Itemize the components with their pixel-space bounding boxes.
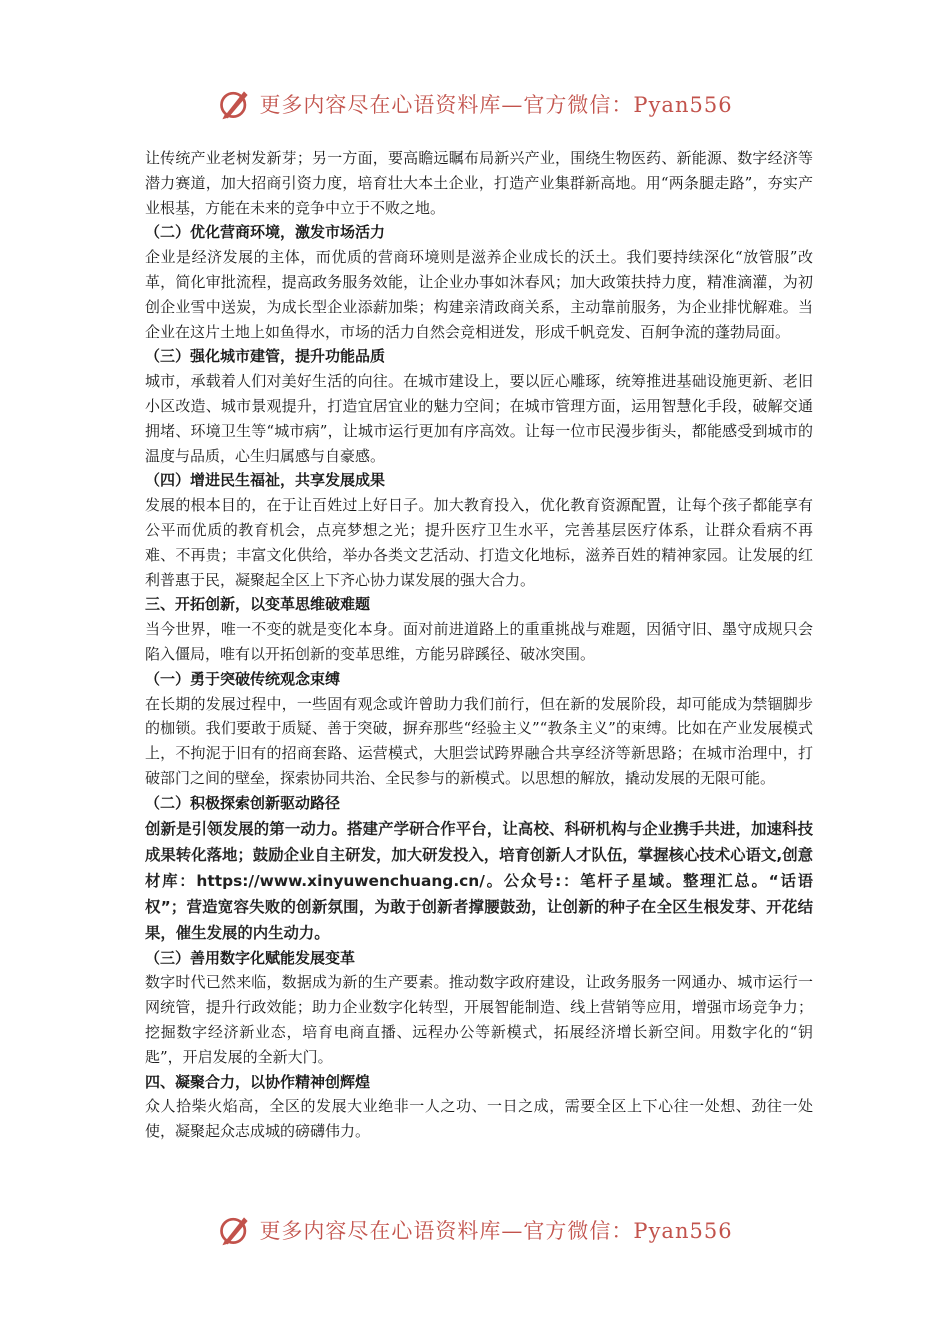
header-banner xyxy=(0,82,950,126)
paragraph: 在长期的发展过程中，一些固有观念或许曾助力我们前行，但在新的发展阶段，却可能成为禁锢脚步的枷锁。我们要敢于质疑、善于突破，摒弃那些“经验主义”“教条主义”的束缚。比如在产业发展模式上，不拘泥于旧有的招商套路、运营模式，大胆尝试跨界融合共享经济等新思路；在城市治理中，打破部门之间的壁垒，探索协同共治、全民参与的新模式。以思想的解放，撬动发展的无限可能。 xyxy=(145,694,813,787)
pen-nib-circle-icon xyxy=(217,86,253,122)
section-heading: （三）善用数字化赋能发展变革 xyxy=(145,948,356,967)
section-heading: （三）强化城市建管，提升功能品质 xyxy=(145,347,386,366)
paragraph: 数字时代已然来临，数据成为新的生产要素。推动数字政府建设，让政务服务一网通办、城市运行一网统管，提升行政效能；助力企业数字化转型，开展智能制造、线上营销等应用，增强市场竞争力；挖掘数字经济新业态，培育电商直播、远程办公等新模式，拓展经济增长新空间。用数字化的“钥匙”，开启发展的全新大门。 xyxy=(145,973,813,1066)
paragraph: 众人拾柴火焰高，全区的发展大业绝非一人之功、一日之成，需要全区上下心往一处想、劲往一处使，凝聚起众志成城的磅礴伟力。 xyxy=(145,1097,813,1141)
paragraph: 发展的根本目的，在于让百姓过上好日子。加大教育投入，优化教育资源配置，让每个孩子都能享有公平而优质的教育机会，点亮梦想之光；提升医疗卫生水平，完善基层医疗体系，让群众看病不再难、不再贵；丰富文化供给，举办各类文艺活动、打造文化地标，滋养百姓的精神家园。让发展的红利普惠于民，凝聚起全区上下齐心协力谋发展的强大合力。 xyxy=(145,496,813,589)
paragraph: 企业是经济发展的主体，而优质的营商环境则是滋养企业成长的沃土。我们要持续深化“放管服”改革，简化审批流程，提高政务服务效能，让企业办事如沐春风；加大政策扶持力度，精准滴灌，为初创企业雪中送炭，为成长型企业添薪加柴；构建亲清政商关系，主动靠前服务，为企业排忧解难。当企业在这片土地上如鱼得水，市场的活力自然会竞相迸发，形成千帆竞发、百舸争流的蓬勃局面。 xyxy=(145,248,813,341)
banner-text: 更多内容尽在心语资料库—官方微信：Pyan556 xyxy=(259,93,733,117)
section-heading: （二）优化营商环境，激发市场活力 xyxy=(145,223,386,242)
section-heading: （二）积极探索创新驱动路径 xyxy=(145,793,341,812)
footer-banner xyxy=(0,1208,950,1252)
paragraph: 城市，承载着人们对美好生活的向往。在城市建设上，要以匠心雕琢，统筹推进基础设施更新、老旧小区改造、城市景观提升，打造宜居宜业的魅力空间；在城市管理方面，运用智慧化手段，破解交通拥堵、环境卫生等“城市病”，让城市运行更加有序高效。让每一位市民漫步街头，都能感受到城市的温度与品质，心生归属感与自豪感。 xyxy=(145,372,813,465)
banner-text: 更多内容尽在心语资料库—官方微信：Pyan556 xyxy=(259,1219,733,1243)
section-heading: （四）增进民生福祉，共享发展成果 xyxy=(145,471,386,490)
paragraph: 创新是引领发展的第一动力。搭建产学研合作平台，让高校、科研机构与企业携手共进，加速科技成果转化落地；鼓励企业自主研发，加大研发投入，培育创新人才队伍，掌握核心技术心语文,创意材库：https://www.xinyuwenchuang.cn/。公众号:：笔杆子星域。整理汇总。“话语权”；营造宽容失败的创新氛围，为敢于创新者撑腰鼓劲，让创新的种子在全区生根发芽、开花结果，催生发展的内生动力。 xyxy=(145,819,813,942)
chapter-heading: 四、凝聚合力，以协作精神创辉煌 xyxy=(145,1072,371,1091)
section-heading: （一）勇于突破传统观念束缚 xyxy=(145,669,341,688)
paragraph: 让传统产业老树发新芽；另一方面，要高瞻远瞩布局新兴产业，围绕生物医药、新能源、数字经济等潜力赛道，加大招商引资力度，培育壮大本土企业，打造产业集群新高地。用“两条腿走路”，夯实产业根基，方能在未来的竞争中立于不败之地。 xyxy=(145,149,813,217)
paragraph: 当今世界，唯一不变的就是变化本身。面对前进道路上的重重挑战与难题，因循守旧、墨守成规只会陷入僵局，唯有以开拓创新的变革思维，方能另辟蹊径、破冰突围。 xyxy=(145,620,813,663)
document-body xyxy=(145,146,813,1144)
pen-nib-circle-icon xyxy=(217,1212,253,1248)
chapter-heading: 三、开拓创新，以变革思维破难题 xyxy=(145,595,371,614)
